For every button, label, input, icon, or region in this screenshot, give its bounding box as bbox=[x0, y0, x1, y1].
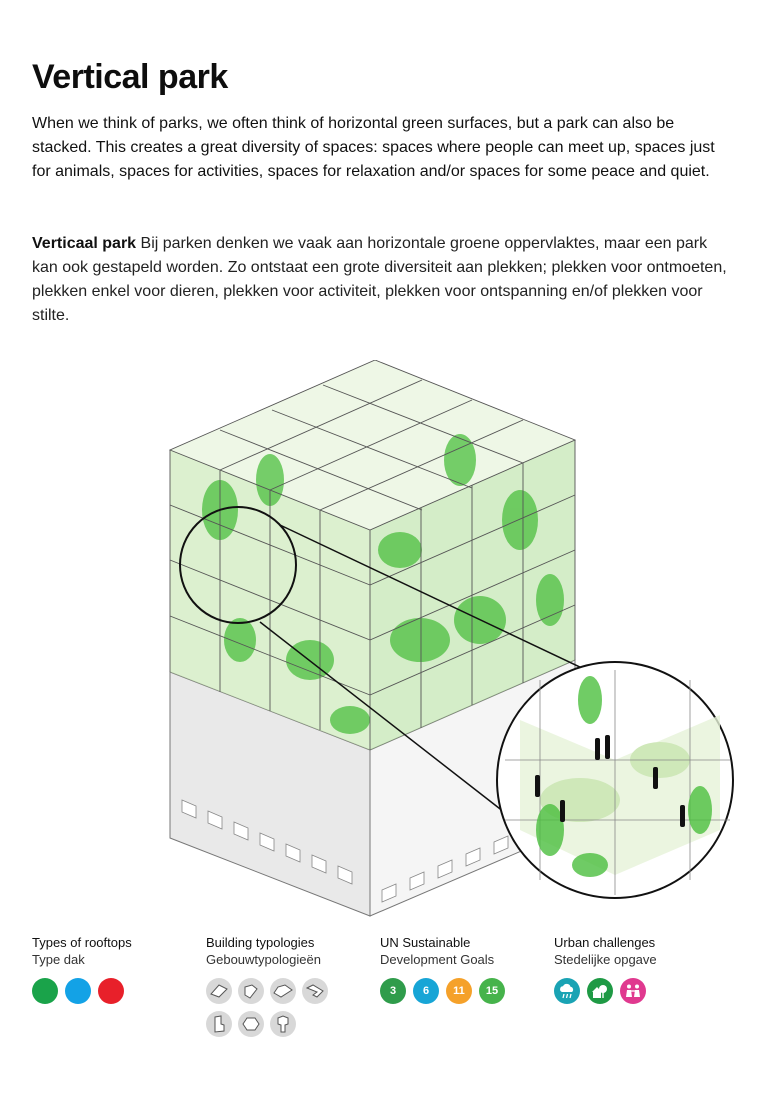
sdg-goal-3: 3 bbox=[380, 978, 406, 1004]
page-title: Vertical park bbox=[32, 58, 228, 96]
legend-sdg bbox=[380, 934, 505, 1004]
intro-dutch bbox=[32, 232, 732, 328]
legend-typologies-title: Building typologies bbox=[206, 935, 315, 950]
block-icon bbox=[238, 978, 264, 1004]
intro-dutch-lead: Verticaal park bbox=[32, 235, 137, 252]
slab-icon bbox=[206, 978, 232, 1004]
l-shape-icon bbox=[206, 1011, 232, 1037]
tower-icon bbox=[270, 1011, 296, 1037]
legend-rooftops bbox=[32, 934, 132, 1004]
hexagon-icon bbox=[238, 1011, 264, 1037]
legend-sdg-subtitle: Development Goals bbox=[380, 952, 495, 967]
legend-sdg-title: UN Sustainable bbox=[380, 935, 471, 950]
long-block-icon bbox=[270, 978, 296, 1004]
sdg-goal-15: 15 bbox=[479, 978, 505, 1004]
legend-challenges-subtitle: Stedelijke opgave bbox=[554, 952, 657, 967]
intro-dutch-text: Bij parken denken we vaak aan horizontale groene oppervlaktes, maar een park kan ook gestapeld worden. Zo ontstaat een grote diversiteit aan plekken; plekken voor ontmoeten, plekken enkel voor dieren, plekken voor activiteit, plekken voor ontspanning en/of plekken voor stilte. bbox=[32, 235, 727, 324]
corner-block-icon bbox=[302, 978, 328, 1004]
rain-cloud-icon bbox=[554, 978, 580, 1004]
rooftop-green-dot bbox=[32, 978, 58, 1004]
rooftop-blue-dot bbox=[65, 978, 91, 1004]
house-tree-icon bbox=[587, 978, 613, 1004]
sdg-goal-11: 11 bbox=[446, 978, 472, 1004]
people-icon bbox=[620, 978, 646, 1004]
sdg-goal-6: 6 bbox=[413, 978, 439, 1004]
legend-challenges bbox=[554, 934, 657, 1004]
vertical-park-illustration bbox=[160, 360, 750, 920]
legend-rooftops-subtitle: Type dak bbox=[32, 952, 85, 967]
legend-rooftops-title: Types of rooftops bbox=[32, 935, 132, 950]
rooftop-red-dot bbox=[98, 978, 124, 1004]
legend-typologies bbox=[206, 934, 328, 1037]
legend-challenges-title: Urban challenges bbox=[554, 935, 656, 950]
legend-typologies-subtitle: Gebouwtypologieën bbox=[206, 952, 321, 967]
intro-english: When we think of parks, we often think of horizontal green surfaces, but a park can also be stacked. This creates a great diversity of spaces: spaces where people can meet up, spaces just for animals, spaces for activities, spaces for relaxation and/or spaces for some peace and quiet. bbox=[32, 115, 715, 180]
